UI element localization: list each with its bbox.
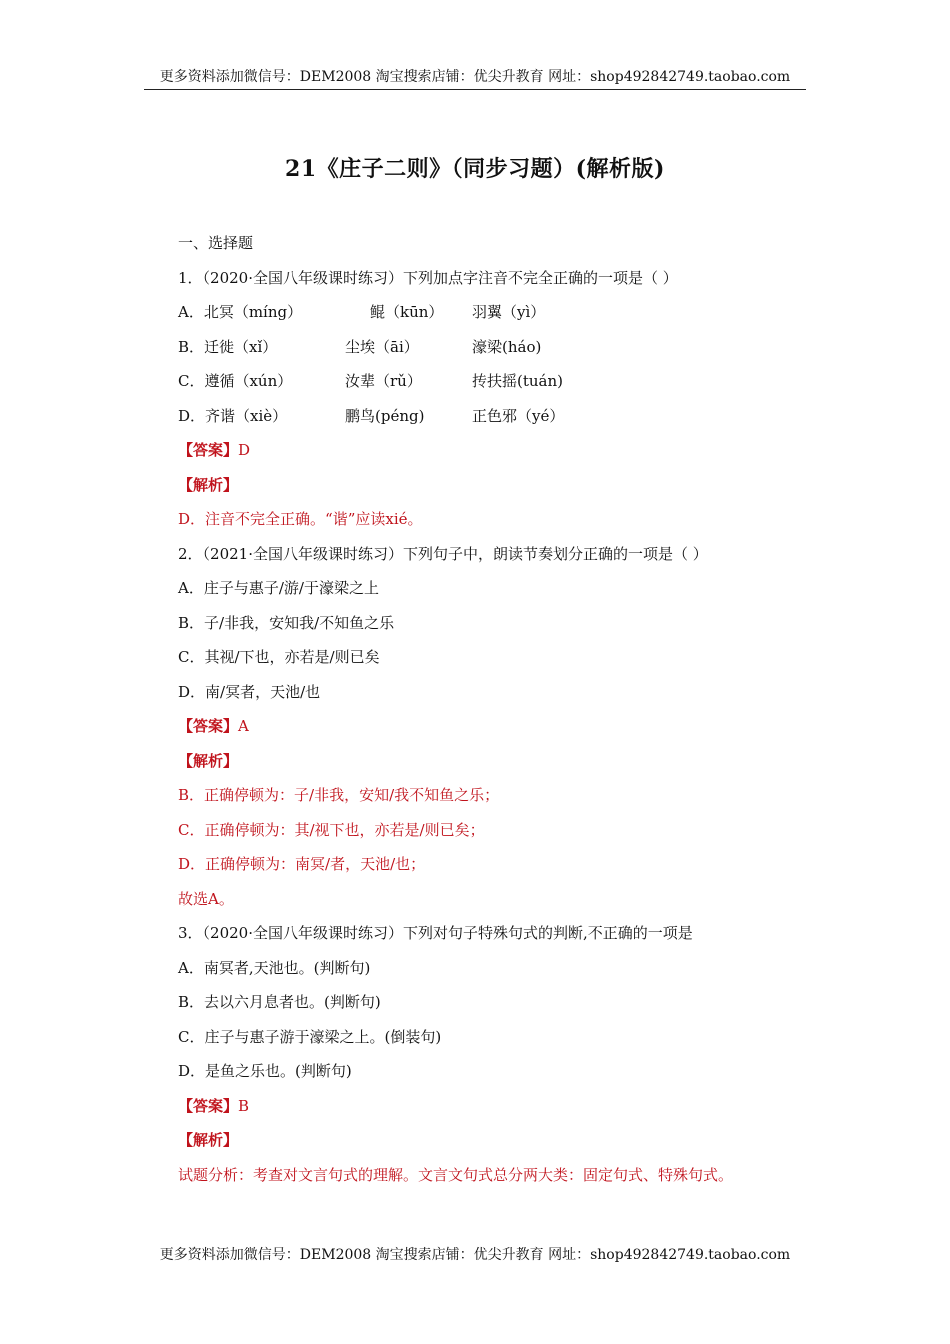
answer-value: B: [238, 1096, 250, 1115]
q2-analysis-heading: [178, 749, 818, 784]
q1-option-a: [178, 300, 818, 335]
q1-option-b: [178, 335, 818, 370]
page-footer: 更多资料添加微信号：DEM2008 淘宝搜索店铺：优尖升教育 网址：shop492842749.taobao.com: [159, 1247, 791, 1263]
q3-option-c: C．庄子与惠子游于濠梁之上。(倒装句): [178, 1027, 442, 1046]
q1-analysis-heading: [178, 473, 818, 508]
analysis-tag: 【解析】: [178, 475, 239, 494]
q2-analysis-line: D．正确停顿为：南冥/者，天池/也；: [178, 855, 426, 873]
q3-stem: 3．（2020·全国八年级课时练习）下列对句子特殊句式的判断,不正确的一项是: [178, 924, 693, 942]
q3-analysis-line: 试题分析：考查对文言句式的理解。文言文句式总分两大类：固定句式、特殊句式。: [178, 1165, 734, 1184]
q1-option-a-2: 鲲（kūn）: [370, 303, 444, 321]
answer-value: D: [238, 441, 251, 459]
q1-option-d: [178, 404, 818, 439]
q2-conclusion: 故选A。: [178, 889, 234, 908]
analysis-tag: 【解析】: [178, 751, 239, 770]
q1-option-d-3: 正色邪（yé）: [472, 406, 565, 425]
page-title: 21《庄子二则》（同步习题）(解析版): [285, 156, 665, 182]
q2-analysis-line: C．正确停顿为：其/视下也，亦若是/则已矣；: [178, 820, 485, 839]
q1-answer: [178, 438, 818, 473]
document-body: [178, 231, 818, 1197]
q1-option-c: [178, 369, 818, 404]
q1-option-b-1: B．迁徙（xǐ）: [178, 337, 278, 356]
answer-tag: 【答案】: [178, 1096, 239, 1115]
q2-option-a: A．庄子与惠子/游/于濠梁之上: [178, 579, 379, 597]
q2-option-d: D．南/冥者，天池/也: [178, 682, 321, 701]
q2-option-c: C．其视/下也，亦若是/则已矣: [178, 648, 380, 666]
q3-option-a: A．南冥者,天池也。(判断句): [178, 958, 371, 977]
q2-stem: 2．（2021·全国八年级课时练习）下列句子中，朗读节奏划分正确的一项是（ ）: [178, 544, 708, 563]
answer-tag: 【答案】: [178, 717, 239, 735]
q1-stem: 1．（2020·全国八年级课时练习）下列加点字注音不完全正确的一项是（ ）: [178, 268, 678, 287]
q3-analysis-heading: [178, 1128, 818, 1163]
q2-analysis-line: B．正确停顿为：子/非我，安知/我不知鱼之乐；: [178, 786, 500, 804]
page-header: 更多资料添加微信号：DEM2008 淘宝搜索店铺：优尖升教育 网址：shop492842749.taobao.com: [144, 66, 806, 90]
q2-answer: [178, 714, 818, 749]
answer-tag: 【答案】: [178, 441, 239, 459]
q1-option-a-3: 羽翼（yì）: [472, 303, 546, 321]
q3-option-b: B．去以六月息者也。(判断句): [178, 993, 381, 1011]
answer-value: A: [238, 717, 249, 735]
q1-option-d-1: D．齐谐（xiè）: [178, 406, 288, 425]
q1-analysis-line: D．注音不完全正确。“谐”应读xié。: [178, 510, 423, 528]
section-heading: 一、选择题: [178, 234, 254, 252]
q1-option-d-2: 鹏鸟(péng): [345, 406, 425, 425]
q1-option-c-3: 抟扶摇(tuán): [472, 372, 563, 390]
analysis-tag: 【解析】: [178, 1131, 239, 1149]
q1-option-c-1: C．遵循（xún）: [178, 372, 293, 390]
q3-answer: [178, 1094, 818, 1129]
q2-option-b: B．子/非我，安知我/不知鱼之乐: [178, 613, 395, 632]
q1-option-a-1: A．北冥（míng）: [178, 303, 303, 321]
q1-option-c-2: 汝辈（rǔ）: [345, 372, 422, 390]
q1-option-b-3: 濠梁(háo): [472, 337, 542, 356]
q1-option-b-2: 尘埃（āi）: [345, 337, 419, 356]
q3-option-d: D．是鱼之乐也。(判断句): [178, 1062, 352, 1080]
